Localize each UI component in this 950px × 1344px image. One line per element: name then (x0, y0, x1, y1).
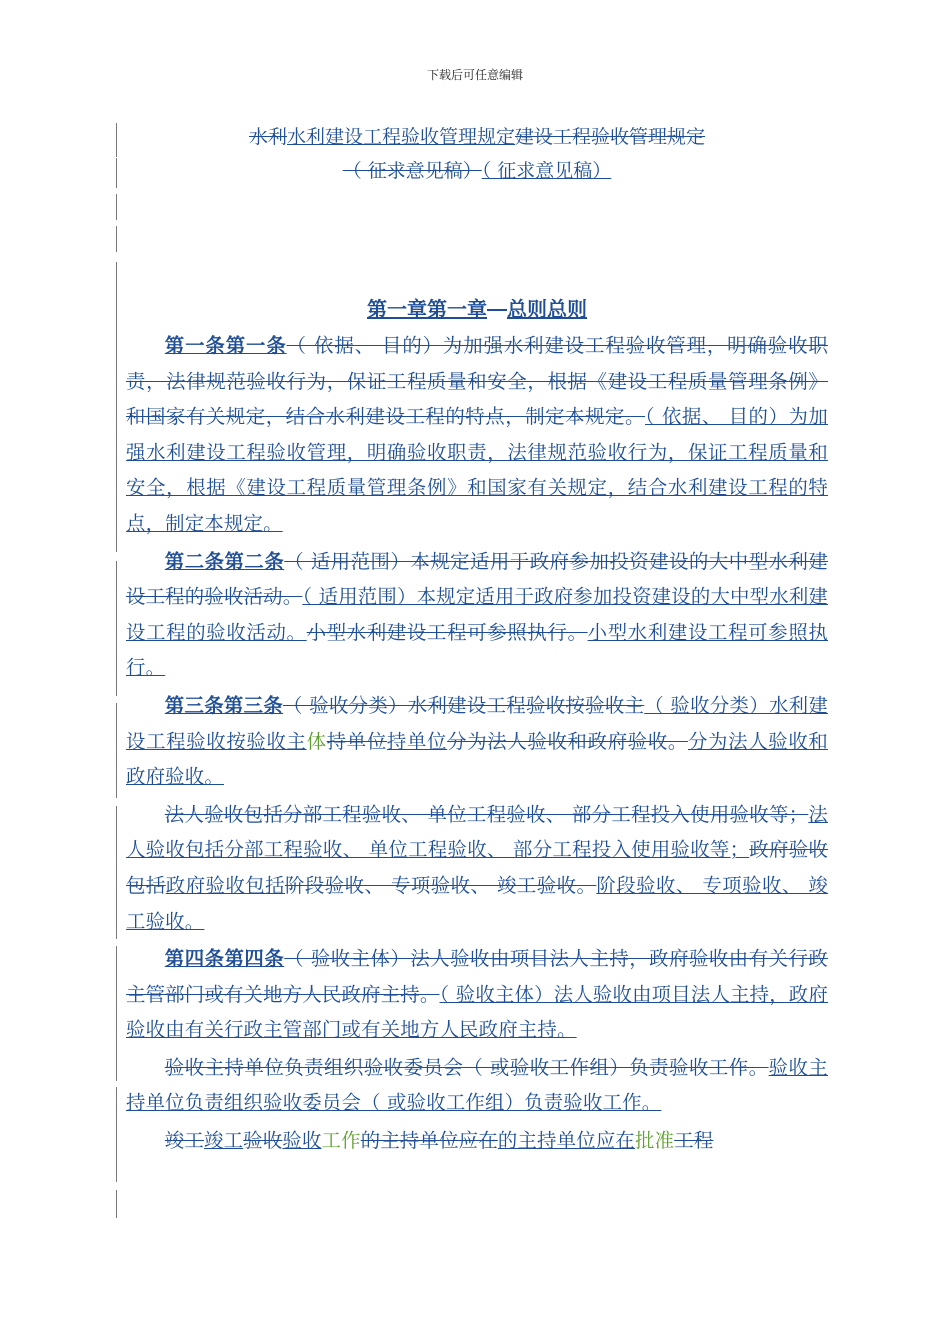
article-3-number: 第三条 (164, 693, 224, 717)
para-c-inserted: 的主持单位应在 (497, 1129, 636, 1153)
change-bar (116, 1190, 117, 1218)
article-3-tail-deleted: 分为法人验收和政府验收。 (447, 729, 688, 753)
para-c-deleted: 阶段验收、 专项验收、 竣工验收。 (285, 873, 597, 897)
chapter-number-inserted-2: 第一章 (427, 297, 487, 321)
para-c-inserted: 阶段验收、 专项验收、 竣工验收。 (126, 873, 828, 933)
change-bar (116, 262, 117, 552)
article-1-number-2: 第一条 (225, 334, 287, 357)
chapter-name-2: 总则 (547, 297, 587, 321)
para-b-deleted: 验收 (243, 1129, 283, 1153)
title-inserted: 水利建设工程验收管理规定 (286, 126, 515, 148)
article-3-green-insert: 体 (306, 729, 327, 753)
article-4-paragraph-3 (126, 1123, 828, 1159)
para-d: 工程 (674, 1129, 714, 1153)
document-body (126, 120, 828, 1159)
article-3-number-2: 第三条 (223, 693, 284, 717)
article-3-inserted: （ 验收分类）水利建设工程验收按验收主 (126, 693, 828, 753)
article-2-inserted-2: 小型水利建设工程可参照执行。 (126, 620, 828, 680)
chapter-gap (487, 297, 507, 321)
article-3 (126, 688, 828, 795)
change-bar (116, 1087, 117, 1182)
article-2-number-2: 第二条 (224, 549, 285, 573)
chapter-number-inserted: 第一章 (367, 297, 427, 321)
article-4-number: 第四条 (164, 947, 225, 971)
change-bar (116, 158, 117, 188)
title-deleted-tail: 建设工程验收管理规定 (515, 126, 706, 148)
article-3-mid-inserted: 持单位 (386, 729, 448, 753)
subtitle-deleted: （ 征求意见稿） (342, 160, 482, 182)
para-a-inserted: 法人验收包括分部工程验收、 单位工程验收、 部分工程投入使用验收等； (126, 802, 828, 862)
article-3-paragraph-2 (126, 797, 828, 939)
green-insert-2: 批准 (635, 1129, 675, 1153)
article-1-inserted: （ 依据、 目的）为加强水利建设工程验收管理，明确验收职责，法律规范验收行为，保证工程质量和安全，根据《建设工程质量管理条例》和国家有关规定，结合水利建设工程的特点，制定本规定。 (126, 405, 829, 535)
article-1-number: 第一条 (164, 334, 226, 357)
article-2-deleted-2: 小型水利建设工程可参照执行。 (306, 620, 588, 644)
change-bar (116, 946, 117, 1081)
chapter-name-1: 总则 (507, 297, 547, 321)
page-header-note: 下载后可任意编辑 (426, 68, 523, 82)
change-bar (116, 123, 117, 157)
change-bar (116, 561, 117, 696)
document-title (126, 120, 828, 154)
article-3-mid-deleted: 持单位 (326, 729, 387, 753)
article-3-deleted: （ 验收分类）水利建设工程验收按验收主 (283, 693, 645, 717)
para-a-deleted: 法人验收包括分部工程验收、 单位工程验收、 部分工程投入使用验收等； (164, 802, 809, 826)
para-inserted: 验收主持单位负责组织验收委员会（ 或验收工作组）负责验收工作。 (126, 1055, 828, 1115)
subtitle-inserted: （ 征求意见稿） (481, 160, 612, 182)
change-bar (116, 806, 117, 939)
para-b-inserted: 政府验收包括 (165, 873, 285, 897)
article-2 (126, 544, 828, 686)
para-a-deleted: 竣工 (164, 1129, 204, 1153)
para-deleted: 验收主持单位负责组织验收委员会（ 或验收工作组）负责验收工作。 (164, 1055, 769, 1079)
document-subtitle (126, 154, 828, 188)
article-4-deleted: （ 验收主体）法人验收由项目法人主持，政府验收由有关行政主管部门或有关地方人民政府主持。 (126, 947, 828, 1006)
article-4-number-2: 第四条 (224, 947, 285, 971)
article-1 (126, 328, 828, 542)
change-bar (116, 226, 117, 252)
para-a-inserted: 竣工 (203, 1129, 244, 1153)
article-3-tail-inserted: 分为法人验收和政府验收。 (126, 729, 828, 789)
para-c-deleted: 的主持单位应在 (360, 1129, 498, 1153)
article-2-number: 第二条 (164, 549, 225, 573)
article-2-inserted: （ 适用范围）本规定适用于政府参加投资建设的大中型水利建设工程的验收活动。 (126, 585, 828, 644)
change-bar (116, 194, 117, 220)
change-bar (116, 703, 117, 798)
article-1-deleted: （ 依据、 目的）为加强水利建设工程验收管理，明确验收职责，法律规范验收行为，保证工程质量和安全，根据《建设工程质量管理条例》和国家有关规定，结合水利建设工程的特点，制定本规定。 (126, 334, 828, 429)
para-b-inserted: 验收 (282, 1129, 322, 1153)
title-deleted: 水利 (248, 126, 287, 148)
green-insert-1: 工作 (321, 1129, 361, 1153)
article-4-paragraph-2 (126, 1050, 828, 1121)
chapter-heading (126, 290, 828, 328)
article-4 (126, 941, 828, 1048)
article-2-deleted: （ 适用范围）本规定适用于政府参加投资建设的大中型水利建设工程的验收活动。 (126, 549, 828, 609)
para-b-deleted: 政府验收包括 (126, 838, 828, 897)
article-4-inserted: （ 验收主体）法人验收由项目法人主持，政府验收由有关行政主管部门或有关地方人民政府主持。 (126, 982, 828, 1042)
